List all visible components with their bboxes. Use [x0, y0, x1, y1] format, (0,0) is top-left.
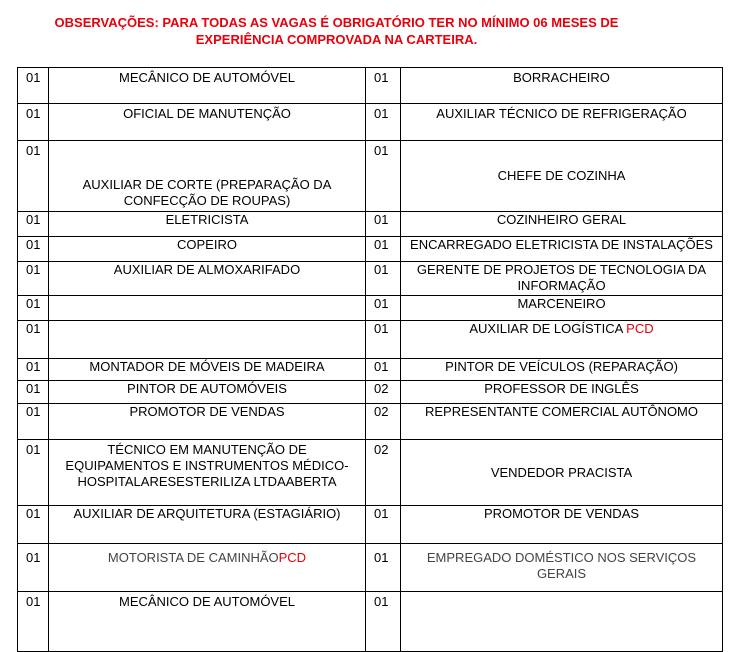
job-title-line: AUXILIAR DE CORTE (PREPARAÇÃO DA [82, 177, 332, 192]
job-title-cell: COPEIRO [49, 237, 366, 262]
table-row [18, 544, 723, 592]
job-title-line: GERAIS [536, 566, 587, 581]
job-title-line: TÉCNICO EM MANUTENÇÃO DE [107, 442, 307, 457]
job-title-cell [49, 141, 366, 212]
job-title-cell [401, 321, 723, 359]
table-row [18, 104, 723, 141]
job-title-cell: MONTADOR DE MÓVEIS DE MADEIRA [49, 359, 366, 381]
table-row [18, 440, 723, 506]
quantity-cell: 01 [366, 237, 401, 262]
job-title-line: CONFECÇÃO DE ROUPAS) [123, 193, 291, 208]
quantity-cell: 01 [18, 359, 49, 381]
job-title-cell [49, 544, 366, 592]
job-title-text: MOTORISTA DE CAMINHÃO [107, 550, 279, 565]
quantity-cell: 01 [366, 296, 401, 321]
quantity-cell: 01 [18, 296, 49, 321]
table-row [18, 359, 723, 381]
pcd-tag: PCD [626, 321, 654, 336]
job-title-cell: CHEFE DE COZINHA [401, 141, 723, 212]
quantity-cell: 01 [18, 381, 49, 404]
job-title-cell [49, 440, 366, 506]
quantity-cell: 01 [366, 141, 401, 212]
job-title-cell: ENCARREGADO ELETRICISTA DE INSTALAÇÕES [401, 237, 723, 262]
quantity-cell: 01 [366, 212, 401, 237]
job-title-cell: ELETRICISTA [49, 212, 366, 237]
observation-line-2: EXPERIÊNCIA COMPROVADA NA CARTEIRA. [195, 32, 478, 47]
quantity-cell: 02 [366, 440, 401, 506]
quantity-cell: 01 [366, 68, 401, 104]
job-title-cell: COZINHEIRO GERAL [401, 212, 723, 237]
quantity-cell: 01 [18, 141, 49, 212]
quantity-cell: 01 [18, 212, 49, 237]
job-title-cell: MARCENEIRO [401, 296, 723, 321]
job-title-cell [49, 296, 366, 321]
quantity-cell: 01 [18, 544, 49, 592]
job-title-cell: PROMOTOR DE VENDAS [401, 506, 723, 544]
quantity-cell: 01 [366, 506, 401, 544]
job-title-cell [401, 592, 723, 652]
job-title-line: GERENTE DE PROJETOS DE TECNOLOGIA DA [416, 262, 707, 277]
job-title-cell: PINTOR DE VEÍCULOS (REPARAÇÃO) [401, 359, 723, 381]
quantity-cell: 01 [366, 359, 401, 381]
quantity-cell: 01 [18, 404, 49, 440]
quantity-cell: 01 [18, 506, 49, 544]
job-title-cell: PROMOTOR DE VENDAS [49, 404, 366, 440]
job-title-cell: MECÂNICO DE AUTOMÓVEL [49, 68, 366, 104]
table-row [18, 68, 723, 104]
job-title-cell: REPRESENTANTE COMERCIAL AUTÔNOMO [401, 404, 723, 440]
quantity-cell: 01 [366, 104, 401, 141]
job-title-cell: PINTOR DE AUTOMÓVEIS [49, 381, 366, 404]
observation-note [0, 14, 733, 48]
table-row [18, 296, 723, 321]
job-title-cell [401, 262, 723, 296]
quantity-cell: 01 [18, 68, 49, 104]
observation-line-1: OBSERVAÇÕES: PARA TODAS AS VAGAS É OBRIGATÓRIO TER NO MÍNIMO 06 MESES DE [54, 15, 619, 30]
job-title-line: INFORMAÇÃO [517, 278, 606, 293]
quantity-cell: 01 [18, 104, 49, 141]
table-row [18, 212, 723, 237]
job-title-line: EQUIPAMENTOS E INSTRUMENTOS MÉDICO- [65, 458, 349, 473]
quantity-cell: 02 [366, 381, 401, 404]
quantity-cell: 01 [18, 262, 49, 296]
job-title-cell: OFICIAL DE MANUTENÇÃO [49, 104, 366, 141]
table-row [18, 262, 723, 296]
job-title-cell: VENDEDOR PRACISTA [401, 440, 723, 506]
job-title-line: EMPREGADO DOMÉSTICO NOS SERVIÇOS [426, 550, 697, 565]
table-row [18, 506, 723, 544]
job-title-cell: AUXILIAR DE ALMOXARIFADO [49, 262, 366, 296]
quantity-cell: 01 [366, 592, 401, 652]
job-title-cell: PROFESSOR DE INGLÊS [401, 381, 723, 404]
job-title-cell: BORRACHEIRO [401, 68, 723, 104]
job-title-cell [401, 544, 723, 592]
job-title-cell: MECÂNICO DE AUTOMÓVEL [49, 592, 366, 652]
job-title-cell: AUXILIAR DE ARQUITETURA (ESTAGIÁRIO) [49, 506, 366, 544]
quantity-cell: 01 [366, 321, 401, 359]
quantity-cell: 01 [18, 321, 49, 359]
table-row [18, 592, 723, 652]
pcd-tag: PCD [278, 550, 307, 565]
quantity-cell: 01 [18, 592, 49, 652]
quantity-cell: 01 [18, 440, 49, 506]
job-title-cell [49, 321, 366, 359]
quantity-cell: 01 [18, 237, 49, 262]
job-title-cell: AUXILIAR TÉCNICO DE REFRIGERAÇÃO [401, 104, 723, 141]
job-title-text: AUXILIAR DE LOGÍSTICA [469, 321, 627, 336]
table-row [18, 381, 723, 404]
table-row [18, 237, 723, 262]
quantity-cell: 01 [366, 544, 401, 592]
quantity-cell: 02 [366, 404, 401, 440]
table-row [18, 141, 723, 212]
job-title-line: HOSPITALARESESTERILIZA LTDAABERTA [77, 474, 337, 489]
table-row [18, 321, 723, 359]
quantity-cell: 01 [366, 262, 401, 296]
vacancies-table [17, 67, 723, 652]
table-row [18, 404, 723, 440]
